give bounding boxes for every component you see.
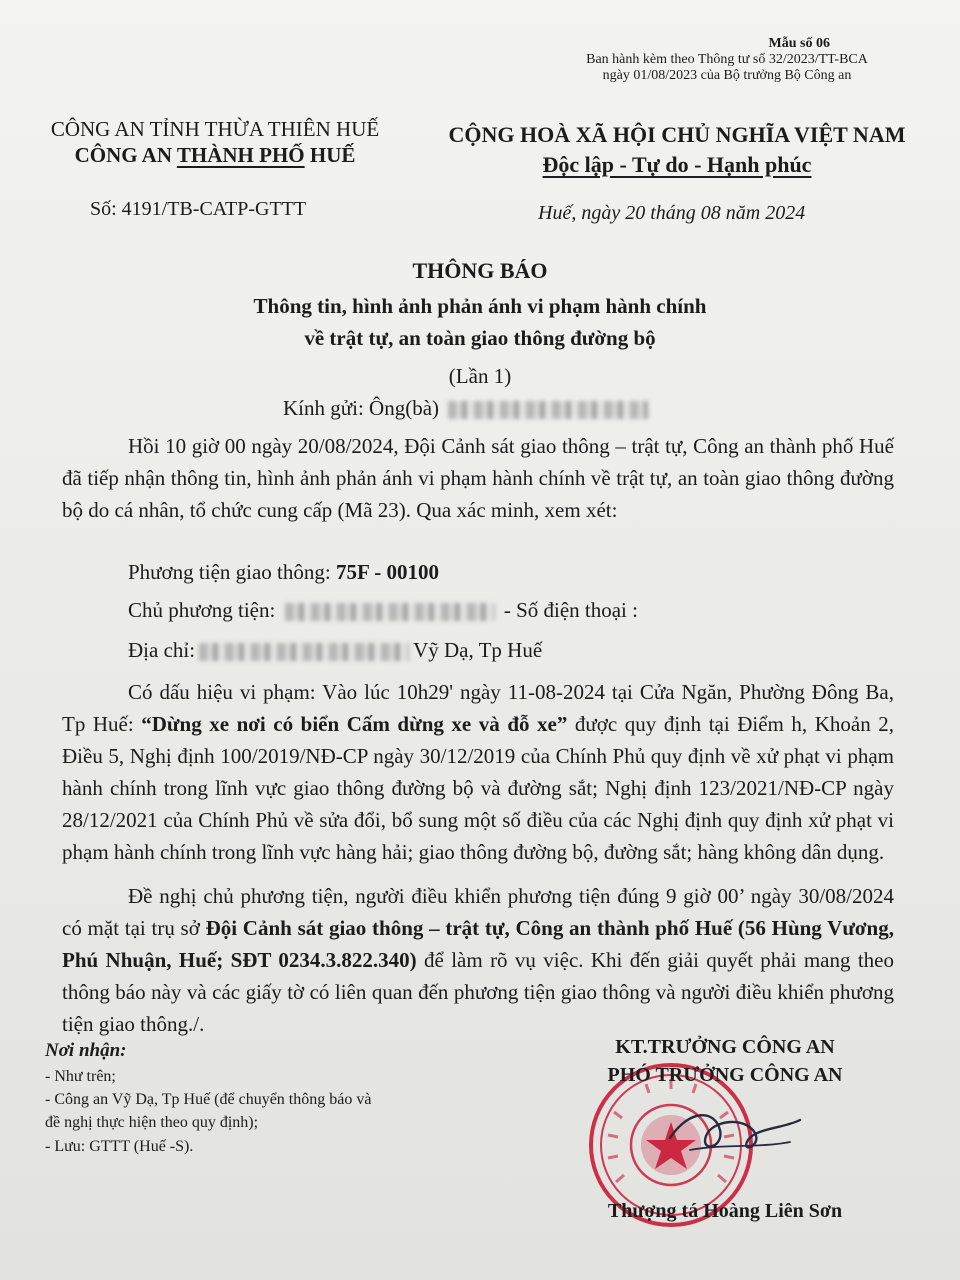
violation-rest: được quy định tại Điểm h, Khoản 2, Điều 5, Nghị định 100/2019/NĐ-CP ngày 30/12/2019 của Chính Phủ quy định về xử phạt vi phạm hành chính trong lĩnh vực giao thông đường bộ và đường sắt; Nghị định 123/2021/NĐ-CP ngày 28/12/2021 của Chính Phủ về sửa đổi, bổ sung một số điều của các Nghị định quy định xử phạt vi phạm hành chính trong lĩnh vực hàng hải; giao thông đường bộ, đường sắt; hàng không dân dụng. [62, 712, 894, 864]
place-date: Huế, ngày 20 tháng 08 năm 2024 [538, 202, 806, 224]
motto-slogan: Độc lập - Tự do - Hạnh phúc [542, 152, 812, 177]
addressee-label: Kính gửi: Ông(bà) [283, 396, 440, 420]
recipients-heading: Nơi nhận: [45, 1040, 127, 1061]
issuer-province: CÔNG AN TỈNH THỪA THIÊN HUẾ [50, 117, 380, 141]
document-subtitle-2: về trật tự, an toàn giao thông đường bộ [304, 326, 656, 350]
recipient-item: - Như trên; [45, 1068, 116, 1085]
violation-offense: “Dừng xe nơi có biển Cấm dừng xe và đỗ xe” [141, 712, 568, 736]
vehicle-plate: 75F - 00100 [335, 560, 440, 584]
recipient-item: - Công an Vỹ Dạ, Tp Huế (để chuyển thông báo và [45, 1091, 372, 1108]
form-reference [562, 36, 892, 84]
issuer-city [20, 142, 410, 168]
phone-label: - Số điện thoại : [503, 598, 638, 622]
document-title: THÔNG BÁO [412, 258, 548, 283]
form-code: Mẫu số 06 [768, 36, 830, 51]
intro-paragraph: Hồi 10 giờ 00 ngày 20/08/2024, Đội Cảnh sát giao thông – trật tự, Công an thành phố Huế đã tiếp nhận thông tin, hình ảnh phản ánh vi phạm hành chính về trật tự, an toàn giao thông đường bộ do cá nhân, tổ chức cung cấp (Mã 23). Qua xác minh, xem xét: [62, 434, 894, 522]
vehicle-line [128, 560, 439, 585]
owner-line [128, 598, 638, 623]
request-place: Đội Cảnh sát giao thông – trật tự, Công an thành phố Huế (56 Hùng Vương, Phú Nhuận, Huế; SĐT 0234.3.822.340) [62, 916, 894, 972]
violation-intro: Có dấu hiệu vi phạm: Vào lúc 10h29' ngày 11-08-2024 tại Cửa Ngăn, Phường Đông Ba, Tp Huế: [62, 680, 894, 736]
addressee-line [283, 396, 652, 421]
vehicle-label: Phương tiện giao thông: [128, 560, 336, 584]
address-suffix: Vỹ Dạ, Tp Huế [413, 638, 543, 662]
attempt-number: (Lần 1) [448, 364, 512, 388]
issuer-block [20, 116, 410, 168]
issuer-city-underlined: THÀNH PHỐ [176, 143, 305, 167]
owner-label: Chủ phương tiện: [128, 598, 276, 622]
document-subtitle-1: Thông tin, hình ảnh phản ánh vi phạm hành chính [253, 294, 707, 318]
handwritten-signature [660, 1098, 810, 1168]
issuer-city-suffix: HUẾ [304, 143, 356, 167]
signer-name: Thượng tá Hoàng Liên Sơn [607, 1200, 843, 1222]
redacted-address [199, 643, 409, 661]
address-label: Địa chỉ: [128, 638, 196, 662]
signatory-title-2: PHÓ TRƯỞNG CÔNG AN [607, 1064, 843, 1086]
form-ref-line1: Ban hành kèm theo Thông tư số 32/2023/TT-BCA [586, 52, 868, 67]
violation-paragraph [62, 676, 894, 868]
issuer-city-prefix: CÔNG AN [74, 143, 177, 167]
redacted-name [448, 401, 648, 419]
motto-country: CỘNG HOÀ XÃ HỘI CHỦ NGHĨA VIỆT NAM [448, 122, 906, 147]
recipient-item: đề nghị thực hiện theo quy định); [45, 1114, 259, 1131]
redacted-owner [285, 603, 495, 621]
national-motto [412, 120, 942, 180]
document-number: Số: 4191/TB-CATP-GTTT [90, 198, 307, 220]
request-rest: để làm rõ vụ việc. Khi đến giải quyết phải mang theo thông báo này và các giấy tờ có liên quan đến phương tiện giao thông và người điều khiển phương tiện giao thông./. [62, 948, 895, 1036]
request-paragraph [62, 880, 894, 1040]
form-ref-line2: ngày 01/08/2023 của Bộ trưởng Bộ Công an [602, 68, 852, 83]
signatory-title-1: KT.TRƯỞNG CÔNG AN [615, 1036, 835, 1058]
recipient-item: - Lưu: GTTT (Huế -S). [45, 1138, 194, 1155]
address-line [128, 638, 542, 663]
request-intro: Đề nghị chủ phương tiện, người điều khiển phương tiện đúng 9 giờ 00’ ngày 30/08/2024 có mặt tại trụ sở [62, 884, 894, 940]
